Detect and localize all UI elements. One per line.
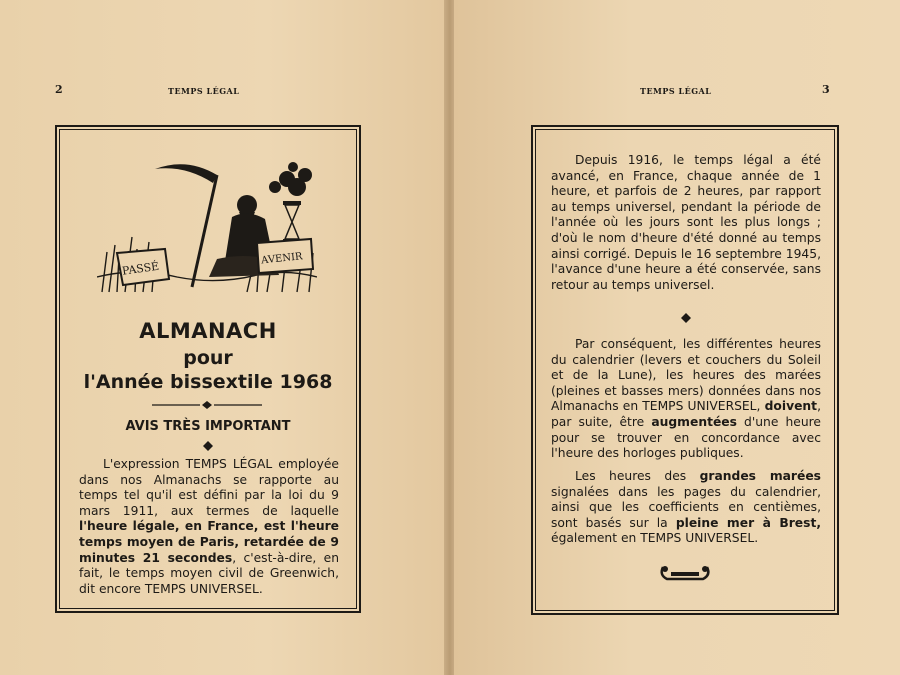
notice-text-2: , c'est-à-dire, en fait, le temps moyen civil de Greenwich, dit encore TEMPS UNIVERSEL.: [79, 550, 339, 596]
almanac-title: ALMANACH: [139, 319, 277, 343]
notice-text-1: L'expression TEMPS LÉGAL employée dans nos Almanachs se rapporte au temps tel qu'il est défini par la loi du 9 mars 1911, aux termes de laquelle: [79, 457, 339, 518]
p2-text-a: Par conséquent, les différentes heures du calendrier (levers et couchers du Soleil et de la Lune), les heures des marées (pleines et basses mers) données dans nos Almanachs en TEMPS UNIVERSEL,: [551, 337, 821, 414]
running-head-left: TEMPS LÉGAL: [168, 86, 240, 96]
divider-ornament: [152, 401, 262, 409]
page-number-right: 3: [822, 83, 830, 96]
left-frame: [55, 125, 361, 613]
woodcut-label-avenir: AVENIR: [260, 251, 304, 267]
notice-paragraph: [79, 457, 339, 597]
time-woodcut-illustration: [97, 157, 317, 297]
p2-text-e: d'une heure pour se trouver en concordance avec l'heure des horloges publiques.: [551, 414, 821, 461]
p2-text-c: , par suite, être: [551, 399, 821, 429]
diamond-ornament-right: [681, 313, 691, 323]
p3-text-c: signalées dans les pages du calendrier, ainsi que les coefficients en centièmes, sont basés sur la: [551, 484, 821, 530]
p3-text-bold-brest: pleine mer à Brest,: [675, 515, 822, 530]
almanac-title-year: l'Année bissextile 1968: [83, 371, 333, 393]
p3-text-e: également en TEMPS UNIVERSEL.: [551, 531, 759, 546]
page-number-left: 2: [55, 83, 63, 96]
right-frame: [531, 125, 839, 615]
p3-text-bold-grandes-marees: grandes marées: [699, 469, 821, 483]
tailpiece-ornament: [657, 563, 713, 585]
right-page: [454, 0, 900, 675]
notice-text-bold: l'heure légale, en France, est l'heure temps moyen de Paris, retardée de 9 minutes 21 secondes: [79, 519, 339, 565]
woodcut-label-passe: PASSÉ: [121, 259, 160, 278]
diamond-ornament: [203, 441, 213, 451]
almanac-title-pour: pour: [183, 347, 233, 369]
p2-text-bold-doivent: doivent: [764, 399, 818, 414]
notice-heading: AVIS TRÈS IMPORTANT: [125, 419, 291, 434]
paragraph-summer-time: Depuis 1916, le temps légal a été avancé, en France, chaque année de 1 heure, et parfois de 2 heures, par rapport au temps universel, pendant la période de l'année où les jours sont les plus longs ; d'où le nom d'heure d'été donné au temps ainsi corrigé. Depuis le 16 septembre 1945, l'avance d'une heure a été conservée, sans retour au temps universel.: [551, 153, 821, 292]
left-page: [0, 0, 446, 675]
running-head-right: TEMPS LÉGAL: [640, 86, 712, 96]
paragraph-consequence: [551, 337, 821, 462]
p3-text-a: Les heures des: [575, 469, 700, 483]
p2-text-bold-augmentees: augmentées: [651, 414, 737, 429]
paragraph-tides: [551, 469, 821, 547]
